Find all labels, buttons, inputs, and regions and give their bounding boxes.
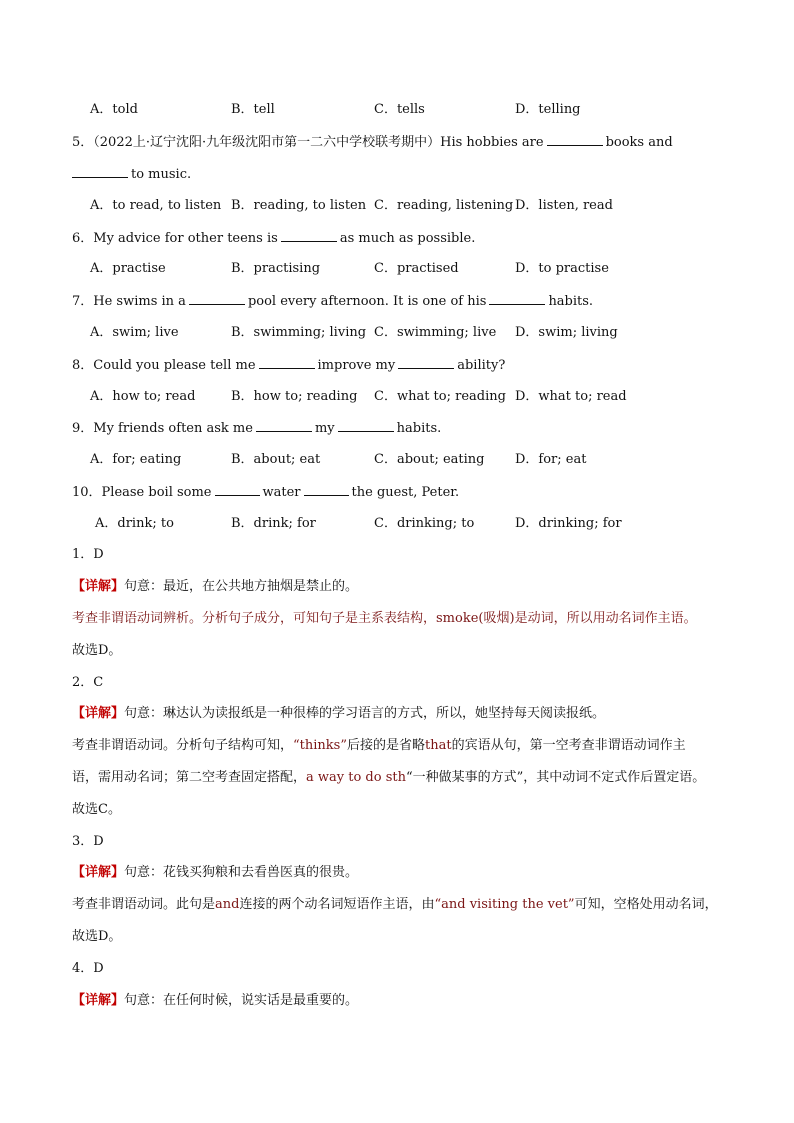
answer-blank <box>189 292 245 305</box>
q8-option-b: B．how to; reading <box>231 389 358 404</box>
q6-option-d: D．to practise <box>515 261 609 276</box>
answer-4-detail: 【详解】句意：在任何时候，说实话是最重要的。 <box>72 993 359 1008</box>
q10-option-a: A．drink; to <box>95 516 174 531</box>
q5-option-b: B．reading, to listen <box>231 198 367 213</box>
q5-stem-cont: to music. <box>72 165 191 184</box>
q7-option-b: B．swimming; living <box>231 325 367 340</box>
q5-option-c: C．reading, listening <box>374 198 514 213</box>
q9-option-d: D．for; eat <box>515 452 587 467</box>
q6-option-c: C．practised <box>374 261 459 276</box>
q5-option-d: D．listen, read <box>515 198 613 213</box>
answer-2-conclusion: 故选C。 <box>72 802 121 817</box>
q4-option-c: C．tells <box>374 102 425 117</box>
q4-option-d: D．telling <box>515 102 581 117</box>
q4-option-b: B．tell <box>231 102 275 117</box>
detail-tag: 【详解】 <box>72 865 125 880</box>
q9-stem: 9．My friends often ask me my habits. <box>72 421 442 436</box>
q8-option-a: A．how to; read <box>90 389 196 404</box>
answer-blank <box>489 292 545 305</box>
answer-blank <box>259 356 315 369</box>
answer-1-detail: 【详解】句意：最近，在公共地方抽烟是禁止的。 <box>72 579 359 594</box>
q10-option-d: D．drinking; for <box>515 516 622 531</box>
answer-1-explanation: 考查非谓语动词辨析。分析句子成分，可知句子是主系表结构，smoke(吸烟)是动词，所以用动名词作主语。 <box>72 611 697 626</box>
q4-option-a: A．told <box>90 102 138 117</box>
answer-blank <box>72 165 128 178</box>
answer-2-explanation-line1: 考查非谓语动词。分析句子结构可知，“thinks”后接的是省略that的宾语从句，第一空考查非谓语动词作主 <box>72 738 686 753</box>
q7-option-c: C．swimming; live <box>374 325 497 340</box>
answer-blank <box>398 356 454 369</box>
q8-option-d: D．what to; read <box>515 389 627 404</box>
q5-stem: 5．（2022上·辽宁沈阳·九年级沈阳市第一二六中学校联考期中）His hobbies are books and <box>72 135 673 150</box>
q6-stem: 6．My advice for other teens is as much as possible. <box>72 231 476 246</box>
q9-option-c: C．about; eating <box>374 452 485 467</box>
q9-option-a: A．for; eating <box>90 452 182 467</box>
answer-blank <box>281 229 337 242</box>
q6-option-a: A．practise <box>90 261 166 276</box>
answer-blank <box>304 483 349 496</box>
q8-stem: 8．Could you please tell me improve my ability? <box>72 358 506 373</box>
q6-option-b: B．practising <box>231 261 321 276</box>
q7-stem: 7．He swims in a pool every afternoon. It is one of his habits. <box>72 294 594 309</box>
answer-2-number: 2．C <box>72 675 104 690</box>
q10-stem: 10．Please boil some water the guest, Peter. <box>72 485 460 500</box>
q5-option-a: A．to read, to listen <box>90 198 222 213</box>
detail-tag: 【详解】 <box>72 993 125 1008</box>
answer-blank <box>338 419 394 432</box>
answer-3-explanation: 考查非谓语动词。此句是and连接的两个动名词短语作主语，由“and visiting the vet”可知，空格处用动名词， <box>72 897 718 912</box>
q9-option-b: B．about; eat <box>231 452 321 467</box>
q7-option-d: D．swim; living <box>515 325 618 340</box>
answer-blank <box>547 133 603 146</box>
answer-3-conclusion: 故选D。 <box>72 929 122 944</box>
answer-blank <box>256 419 312 432</box>
q10-option-b: B．drink; for <box>231 516 316 531</box>
answer-1-conclusion: 故选D。 <box>72 643 122 658</box>
answer-1-number: 1．D <box>72 547 104 562</box>
answer-3-number: 3．D <box>72 834 104 849</box>
answer-4-number: 4．D <box>72 961 104 976</box>
answer-2-explanation-line2: 语，需用动名词；第二空考查固定搭配，a way to do sth“一种做某事的方式”，其中动词不定式作后置定语。 <box>72 770 706 785</box>
detail-tag: 【详解】 <box>72 579 125 594</box>
detail-tag: 【详解】 <box>72 706 125 721</box>
q7-option-a: A．swim; live <box>90 325 179 340</box>
answer-blank <box>215 483 260 496</box>
answer-3-detail: 【详解】句意：花钱买狗粮和去看兽医真的很贵。 <box>72 865 359 880</box>
q10-option-c: C．drinking; to <box>374 516 475 531</box>
q8-option-c: C．what to; reading <box>374 389 506 404</box>
answer-2-detail: 【详解】句意：琳达认为读报纸是一种很棒的学习语言的方式，所以，她坚持每天阅读报纸。 <box>72 706 606 721</box>
